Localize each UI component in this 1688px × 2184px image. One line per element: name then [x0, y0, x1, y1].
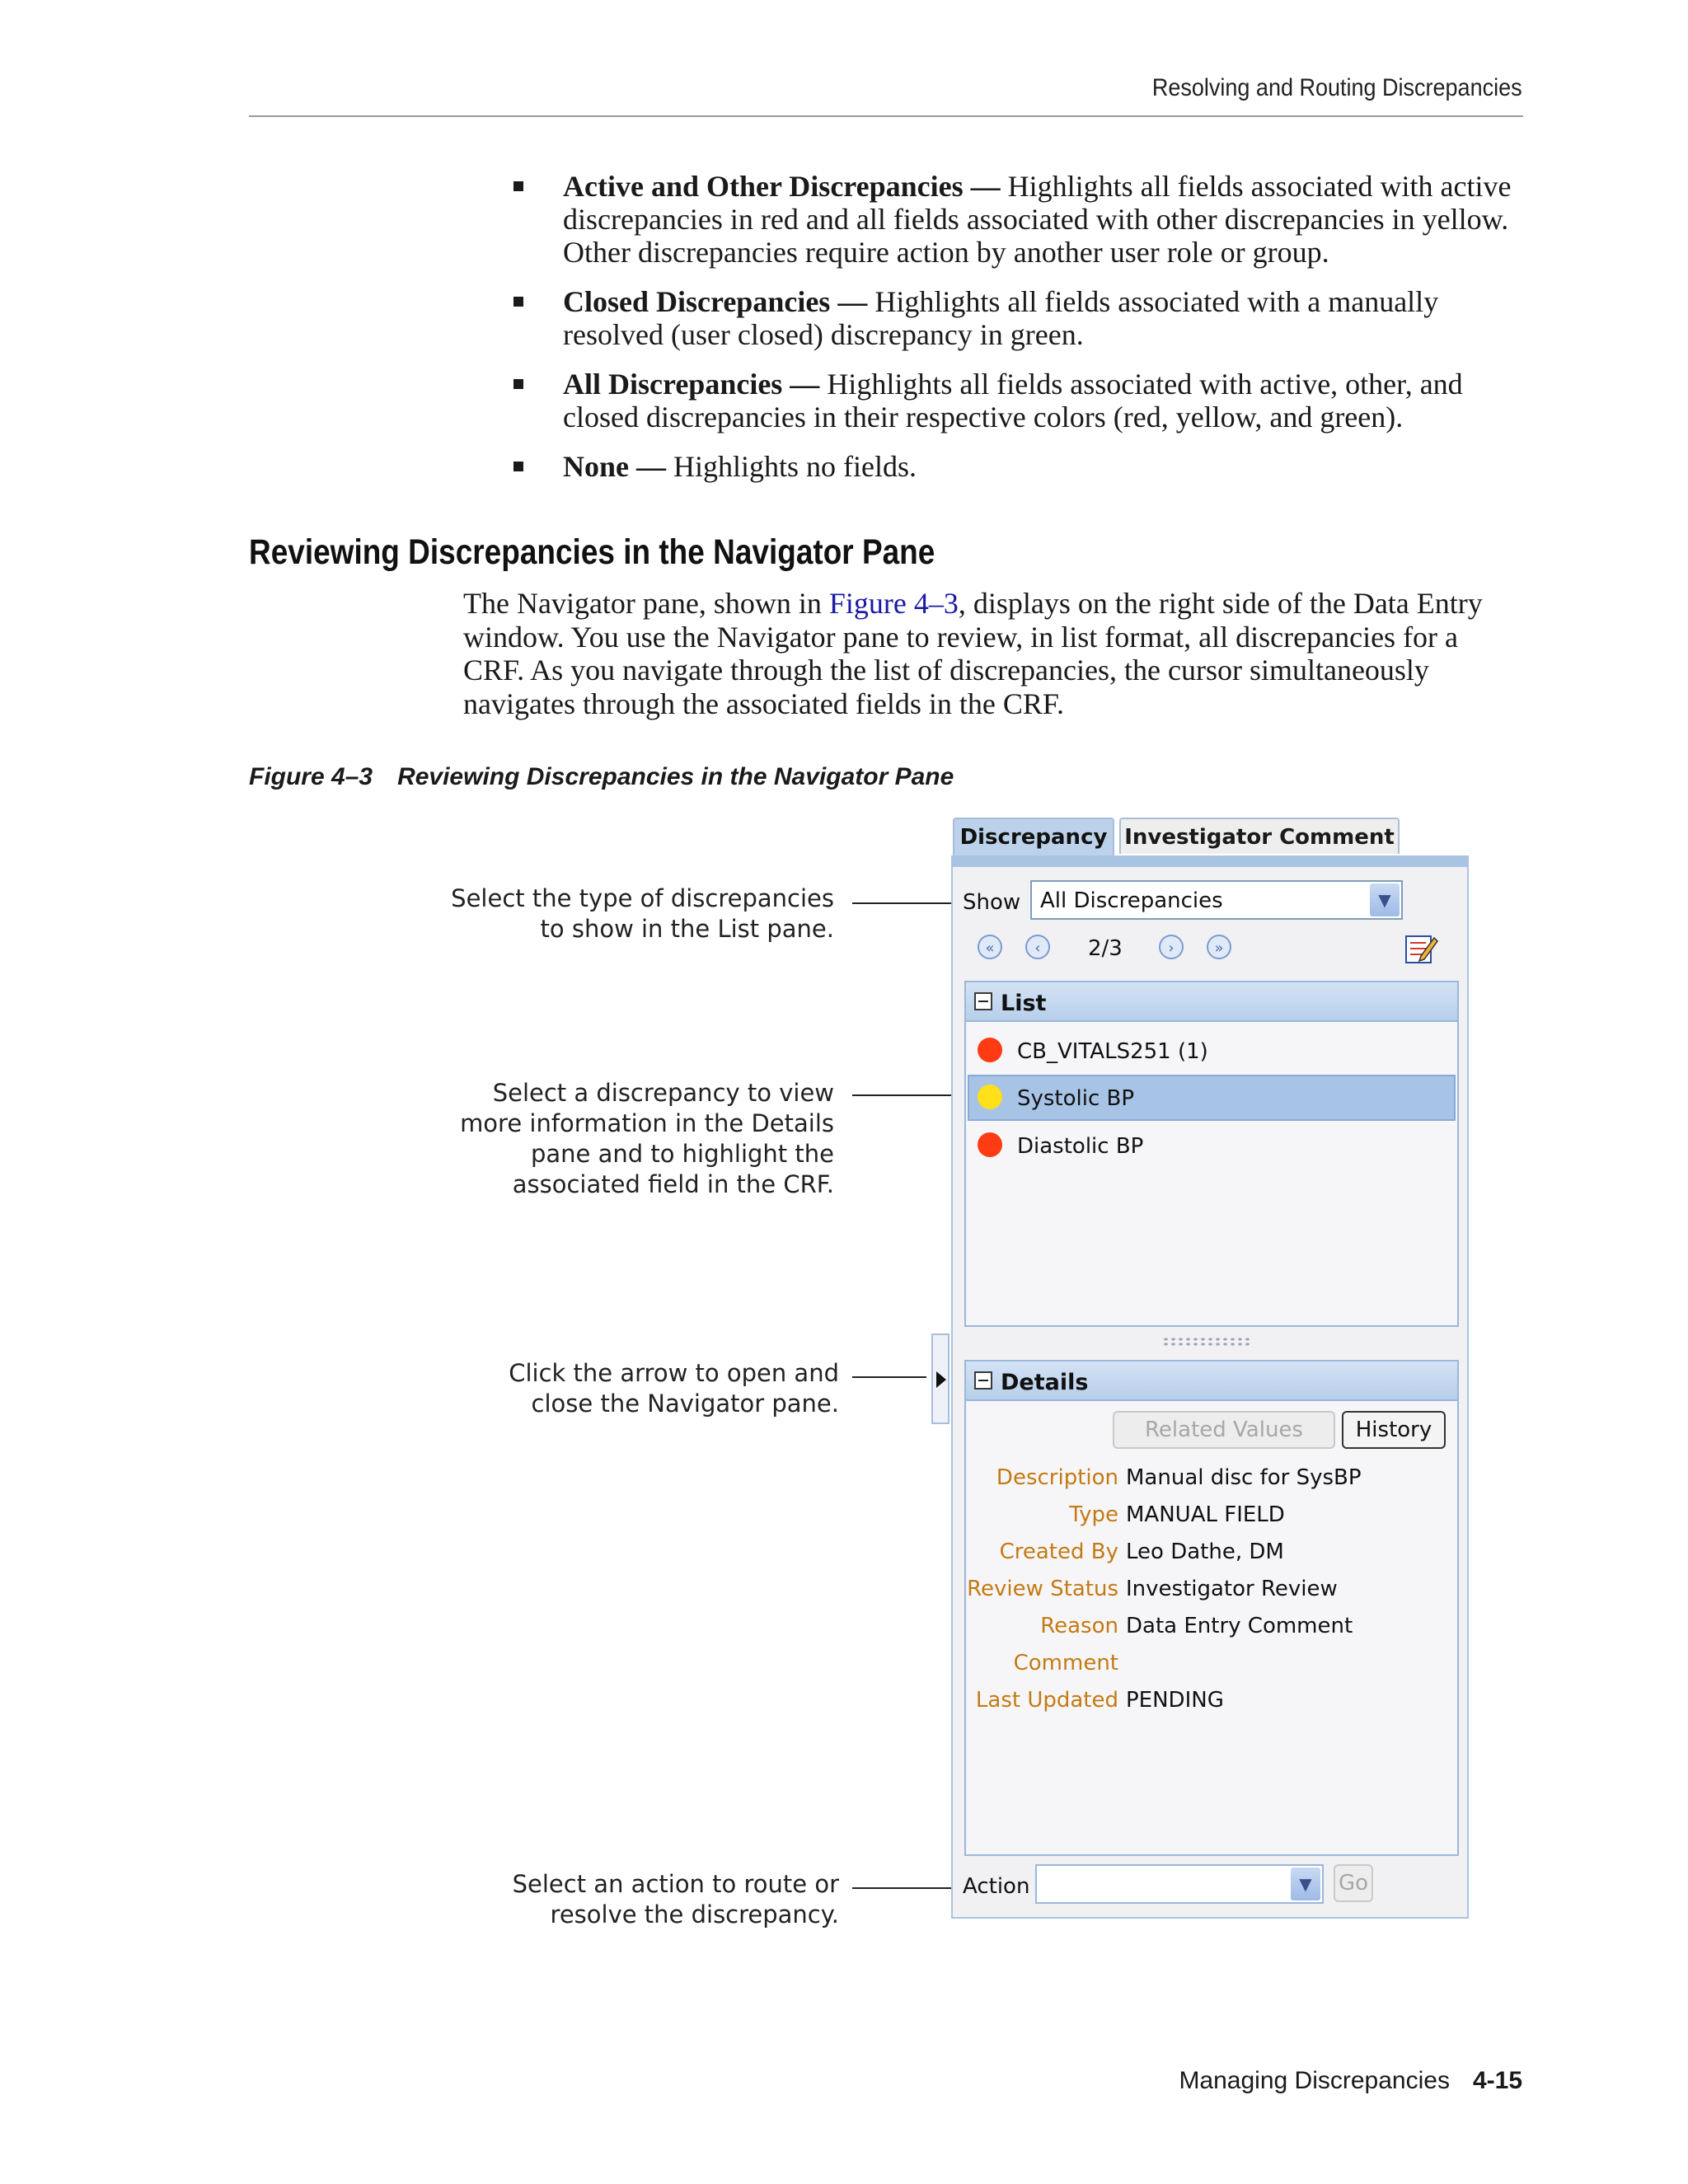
detail-key: Reason: [1040, 1614, 1118, 1638]
collapse-icon[interactable]: [974, 992, 992, 1010]
action-select[interactable]: [1035, 1864, 1324, 1904]
leader-line: [852, 902, 956, 904]
figure-caption: [249, 763, 954, 791]
bullet-term: Closed Discrepancies —: [563, 285, 868, 318]
status-dot-icon: [978, 1085, 1002, 1109]
bullet-term: All Discrepancies —: [563, 368, 820, 401]
running-header: Resolving and Routing Discrepancies: [1152, 74, 1522, 101]
detail-key: Type: [1069, 1502, 1118, 1527]
detail-key: Comment: [1013, 1651, 1118, 1675]
footer-chapter: Managing Discrepancies: [1179, 2067, 1450, 2094]
panel-top-bar: [951, 855, 1469, 867]
bullet-term: Active and Other Discrepancies —: [563, 170, 1001, 203]
detail-value: Investigator Review: [1126, 1577, 1338, 1601]
detail-value: Leo Dathe, DM: [1126, 1540, 1284, 1564]
previous-record-icon[interactable]: ‹: [1025, 935, 1050, 959]
detail-row: [964, 1502, 1459, 1539]
list-item: [513, 368, 1527, 434]
action-label: Action: [963, 1874, 1030, 1899]
callout-show-type: Select the type of discrepancies to show in the List pane.: [451, 884, 834, 943]
bullet-square-icon: [513, 462, 523, 471]
show-select-value: All Discrepancies: [1040, 888, 1223, 913]
list-item: [513, 170, 1527, 269]
detail-key: Created By: [999, 1540, 1118, 1564]
go-button[interactable]: Go: [1334, 1864, 1373, 1902]
detail-row: [964, 1688, 1459, 1724]
highlight-options-list: [513, 170, 1527, 499]
edit-form-icon[interactable]: [1403, 930, 1439, 966]
detail-row: [964, 1651, 1459, 1687]
list-item-label: CB_VITALS251 (1): [1017, 1039, 1208, 1064]
splitter-grip[interactable]: [1162, 1337, 1253, 1347]
collapse-icon[interactable]: [974, 1371, 992, 1390]
show-label: Show: [963, 890, 1021, 915]
page-number: 4-15: [1472, 2067, 1522, 2094]
figure-link[interactable]: Figure 4–3: [828, 587, 959, 620]
last-record-icon[interactable]: »: [1207, 935, 1231, 959]
details-section-header[interactable]: [964, 1360, 1459, 1401]
header-rule: [249, 115, 1523, 117]
details-section-title: Details: [1001, 1370, 1089, 1395]
detail-row: [964, 1614, 1459, 1650]
list-item[interactable]: [968, 1122, 1456, 1169]
show-select[interactable]: [1030, 880, 1403, 920]
chevron-down-icon[interactable]: ▼: [1370, 883, 1400, 916]
detail-row: [964, 1540, 1459, 1576]
leader-line: [852, 1094, 956, 1096]
bullet-text: Highlights all fields associated with a manually resolved (user closed) discrepancy in green.: [563, 285, 1439, 351]
first-record-icon[interactable]: «: [978, 935, 1002, 959]
section-heading: Reviewing Discrepancies in the Navigator Pane: [249, 532, 935, 572]
detail-value: Data Entry Comment: [1126, 1614, 1353, 1638]
bullet-text: Highlights all fields associated with active discrepancies in red and all fields associated with other discrepancies in yellow. Other discrepancies require action by another user role or group.: [563, 170, 1512, 269]
detail-key: Review Status: [967, 1577, 1118, 1601]
page-footer: [1179, 2067, 1522, 2095]
next-record-icon[interactable]: ›: [1159, 935, 1184, 959]
arrow-right-icon: [936, 1371, 946, 1388]
detail-key: Description: [996, 1465, 1118, 1490]
figure-label: Figure 4–3: [249, 763, 373, 790]
tab-investigator-comment[interactable]: Investigator Comment: [1119, 818, 1400, 854]
list-item-label: Systolic BP: [1017, 1086, 1135, 1111]
figure-title: Reviewing Discrepancies in the Navigator Pane: [397, 763, 954, 790]
callout-arrow: Click the arrow to open and close the Navigator pane.: [509, 1359, 839, 1418]
bullet-term: None —: [563, 450, 666, 483]
detail-row: [964, 1577, 1459, 1613]
status-dot-icon: [978, 1038, 1002, 1062]
list-item[interactable]: [968, 1028, 1456, 1074]
bullet-text: Highlights no fields.: [666, 450, 917, 483]
list-section-header[interactable]: [964, 981, 1459, 1022]
bullet-square-icon: [513, 297, 523, 307]
detail-row: [964, 1465, 1459, 1502]
callout-action: Select an action to route or resolve the discrepancy.: [512, 1870, 839, 1929]
bullet-square-icon: [513, 181, 523, 191]
list-item[interactable]: [968, 1075, 1456, 1121]
record-counter: 2/3: [1088, 936, 1123, 961]
detail-value: Manual disc for SysBP: [1126, 1465, 1362, 1490]
list-item-label: Diastolic BP: [1017, 1134, 1144, 1159]
related-values-button[interactable]: Related Values: [1113, 1411, 1335, 1449]
tab-discrepancy[interactable]: Discrepancy: [953, 818, 1114, 857]
detail-key: Last Updated: [975, 1688, 1118, 1713]
detail-value: PENDING: [1126, 1688, 1224, 1713]
list-item: [513, 450, 1527, 483]
callout-select-discrepancy: Select a discrepancy to view more information in the Details pane and to highlight the associated field in the CRF.: [460, 1079, 834, 1198]
history-button[interactable]: History: [1342, 1411, 1446, 1449]
detail-value: MANUAL FIELD: [1126, 1502, 1285, 1527]
leader-line: [852, 1376, 926, 1378]
navigator-toggle[interactable]: [931, 1333, 950, 1424]
leader-line: [852, 1887, 956, 1889]
bullet-square-icon: [513, 379, 523, 389]
list-item: [513, 285, 1527, 351]
list-section-title: List: [1001, 991, 1047, 1016]
section-paragraph: The Navigator pane, shown in Figure 4–3, displays on the right side of the Data Entry window. You use the Navigator pane to review, in list format, all discrepancies for a CRF. As you navigate through the list of discrepancies, the cursor simultaneously navigates through the associated fields in the CRF.: [463, 587, 1483, 720]
bullet-text: Highlights all fields associated with active, other, and closed discrepancies in their respective colors (red, yellow, and green).: [563, 368, 1463, 434]
status-dot-icon: [978, 1132, 1002, 1157]
chevron-down-icon[interactable]: ▼: [1291, 1868, 1320, 1900]
